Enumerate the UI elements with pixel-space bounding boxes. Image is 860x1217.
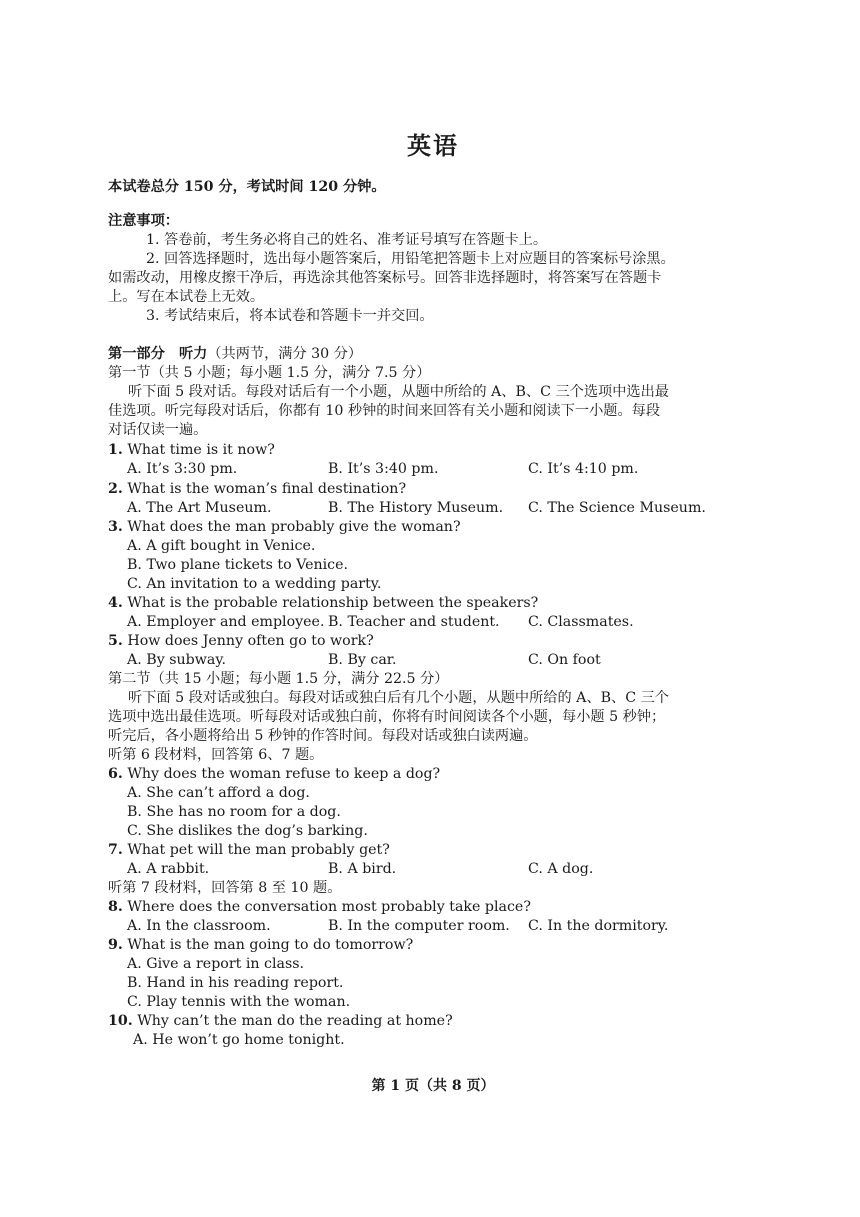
question-text: Why can’t the man do the reading at home? [137, 1013, 453, 1029]
q5-option-b: B. By car. [328, 652, 397, 668]
q6-option-b: B. She has no room for a dog. [127, 804, 341, 820]
notice-item-3: 3. 考试结束后，将本试卷和答题卡一并交回。 [146, 308, 434, 324]
question-7 [108, 841, 390, 859]
page-title: 英语 [407, 132, 459, 160]
q6-option-a: A. She can’t afford a dog. [127, 785, 310, 801]
question-10 [108, 1012, 453, 1030]
material-7-note: 听第 7 段材料，回答第 8 至 10 题。 [108, 880, 342, 896]
q4-option-b: B. Teacher and student. [328, 614, 500, 630]
question-number: 3. [108, 519, 123, 535]
q4-option-c: C. Classmates. [528, 614, 634, 630]
q2-option-a: A. The Art Museum. [127, 500, 272, 516]
question-text: Why does the woman refuse to keep a dog? [127, 766, 441, 782]
question-text: What pet will the man probably get? [127, 842, 390, 858]
section2-instruction-line-2: 选项中选出最佳选项。听每段对话或独白前，你将有时间阅读各个小题，每小题 5 秒钟； [108, 709, 666, 725]
question-text: What is the man going to do tomorrow? [127, 937, 414, 953]
part1-title: 第一部分 听力 [108, 346, 208, 362]
question-text: What time is it now? [127, 442, 275, 458]
material-6-note: 听第 6 段材料，回答第 6、7 题。 [108, 747, 324, 763]
question-number: 10. [108, 1013, 133, 1029]
section2-instruction-line-3: 听完后，各小题将给出 5 秒钟的作答时间。每段对话或独白读两遍。 [108, 728, 538, 744]
q1-option-a: A. It’s 3:30 pm. [127, 461, 238, 477]
notice-heading: 注意事项： [108, 213, 179, 229]
exam-intro: 本试卷总分 150 分，考试时间 120 分钟。 [108, 179, 386, 195]
question-text: How does Jenny often go to work? [127, 633, 374, 649]
q1-option-c: C. It’s 4:10 pm. [528, 461, 639, 477]
q3-option-c: C. An invitation to a wedding party. [127, 576, 382, 592]
q8-option-a: A. In the classroom. [127, 918, 271, 934]
q7-option-c: C. A dog. [528, 861, 594, 877]
section2-heading: 第二节（共 15 小题；每小题 1.5 分，满分 22.5 分） [108, 671, 449, 687]
q9-option-b: B. Hand in his reading report. [127, 975, 344, 991]
section1-heading: 第一节（共 5 小题；每小题 1.5 分，满分 7.5 分） [108, 365, 431, 381]
q2-option-b: B. The History Museum. [328, 500, 504, 516]
question-text: What is the woman’s final destination? [127, 481, 407, 497]
q5-option-c: C. On foot [528, 652, 601, 668]
q6-option-c: C. She dislikes the dog’s barking. [127, 823, 368, 839]
q5-option-a: A. By subway. [127, 652, 226, 668]
notice-item-2-line-2: 如需改动，用橡皮擦干净后，再选涂其他答案标号。回答非选择题时，将答案写在答题卡 [108, 270, 662, 286]
question-number: 7. [108, 842, 123, 858]
question-1 [108, 441, 275, 459]
notice-item-1: 1. 答卷前，考生务必将自己的姓名、准考证号填写在答题卡上。 [146, 232, 548, 248]
question-text: What does the man probably give the woman? [127, 519, 461, 535]
q7-option-b: B. A bird. [328, 861, 397, 877]
notice-item-2-line-3: 上。写在本试卷上无效。 [108, 289, 265, 305]
section2-instruction-line-1: 听下面 5 段对话或独白。每段对话或独白后有几个小题，从题中所给的 A、B、C 三个 [128, 690, 669, 706]
q3-option-b: B. Two plane tickets to Venice. [127, 557, 349, 573]
page-number: 第 1 页（共 8 页） [371, 1078, 495, 1094]
question-9 [108, 936, 413, 954]
question-number: 4. [108, 595, 123, 611]
question-number: 2. [108, 481, 123, 497]
question-text: Where does the conversation most probably take place? [127, 899, 531, 915]
q8-option-c: C. In the dormitory. [528, 918, 669, 934]
q4-option-a: A. Employer and employee. [127, 614, 325, 630]
question-number: 9. [108, 937, 123, 953]
part1-score-note: （共两节，满分 30 分） [207, 346, 363, 362]
notice-item-2-line-1: 2. 回答选择题时，选出每小题答案后，用铅笔把答题卡上对应题目的答案标号涂黑。 [146, 251, 675, 267]
q7-option-a: A. A rabbit. [127, 861, 210, 877]
q3-option-a: A. A gift bought in Venice. [127, 538, 316, 554]
section1-instruction-line-3: 对话仅读一遍。 [108, 422, 208, 438]
question-number: 6. [108, 766, 123, 782]
question-5 [108, 632, 374, 650]
question-text: What is the probable relationship between the speakers? [127, 595, 539, 611]
question-3 [108, 518, 461, 536]
question-8 [108, 898, 531, 916]
q2-option-c: C. The Science Museum. [528, 500, 706, 516]
question-number: 8. [108, 899, 123, 915]
q8-option-b: B. In the computer room. [328, 918, 510, 934]
question-6 [108, 765, 440, 783]
question-2 [108, 480, 406, 498]
question-number: 5. [108, 633, 123, 649]
q9-option-a: A. Give a report in class. [127, 956, 305, 972]
q9-option-c: C. Play tennis with the woman. [127, 994, 351, 1010]
section1-instruction-line-2: 佳选项。听完每段对话后，你都有 10 秒钟的时间来回答有关小题和阅读下一小题。每段 [108, 403, 661, 419]
section1-instruction-line-1: 听下面 5 段对话。每段对话后有一个小题，从题中所给的 A、B、C 三个选项中选出最 [128, 384, 669, 400]
question-4 [108, 594, 538, 612]
part1-heading [108, 345, 362, 363]
q10-option-a: A. He won’t go home tonight. [133, 1032, 345, 1048]
question-number: 1. [108, 442, 123, 458]
q1-option-b: B. It’s 3:40 pm. [328, 461, 439, 477]
